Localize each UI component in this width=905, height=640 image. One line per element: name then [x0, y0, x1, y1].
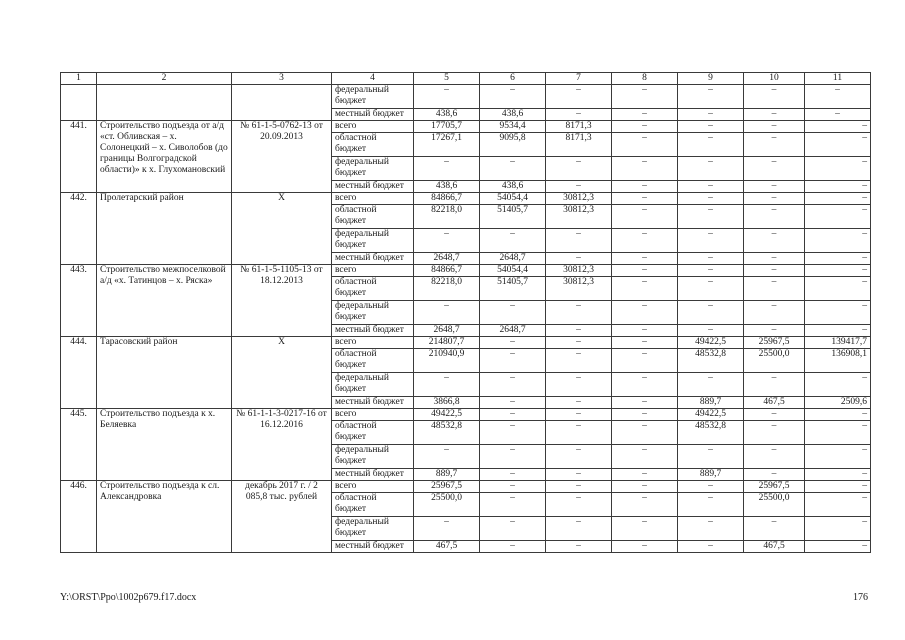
- value-cell: –: [612, 229, 678, 253]
- value-cell: 139417,7: [805, 337, 871, 349]
- value-cell: –: [546, 337, 612, 349]
- value-cell: –: [744, 469, 805, 481]
- value-cell: –: [480, 409, 546, 421]
- document-cell: декабрь 2017 г. / 2 085,8 тыс. рублей: [232, 481, 332, 553]
- value-cell: –: [744, 265, 805, 277]
- value-cell: –: [612, 85, 678, 109]
- value-cell: 82218,0: [414, 277, 480, 301]
- value-cell: 25967,5: [744, 481, 805, 493]
- document-path: Y:\ORST\Ppo\1002p679.f17.docx: [60, 592, 197, 603]
- column-header: 10: [744, 73, 805, 85]
- value-cell: –: [612, 481, 678, 493]
- value-cell: 84866,7: [414, 193, 480, 205]
- value-cell: –: [546, 325, 612, 337]
- value-cell: –: [612, 181, 678, 193]
- budget-type-cell: местный бюджет: [332, 541, 414, 553]
- value-cell: –: [744, 229, 805, 253]
- value-cell: 3866,8: [414, 397, 480, 409]
- object-name-cell: Строительство подъезда к х. Беляевка: [97, 409, 232, 481]
- value-cell: 467,5: [744, 541, 805, 553]
- value-cell: –: [744, 253, 805, 265]
- value-cell: –: [744, 277, 805, 301]
- value-cell: –: [805, 325, 871, 337]
- page-number: 176: [853, 592, 868, 603]
- budget-type-cell: областной бюджет: [332, 277, 414, 301]
- value-cell: –: [546, 481, 612, 493]
- value-cell: –: [480, 229, 546, 253]
- value-cell: –: [546, 253, 612, 265]
- budget-type-cell: всего: [332, 337, 414, 349]
- budget-type-cell: областной бюджет: [332, 349, 414, 373]
- budget-type-cell: местный бюджет: [332, 325, 414, 337]
- value-cell: –: [678, 181, 744, 193]
- value-cell: –: [678, 301, 744, 325]
- value-cell: –: [805, 109, 871, 121]
- document-cell: № 61-1-5-1105-13 от 18.12.2013: [232, 265, 332, 337]
- value-cell: –: [805, 445, 871, 469]
- value-cell: –: [678, 229, 744, 253]
- value-cell: –: [805, 517, 871, 541]
- table-row: [61, 265, 871, 277]
- object-name-cell: Тарасовский район: [97, 337, 232, 409]
- budget-type-cell: областной бюджет: [332, 421, 414, 445]
- row-number-cell: 446.: [61, 481, 97, 553]
- value-cell: –: [414, 301, 480, 325]
- value-cell: –: [546, 493, 612, 517]
- value-cell: –: [744, 181, 805, 193]
- value-cell: –: [678, 277, 744, 301]
- table-row: [61, 337, 871, 349]
- value-cell: –: [480, 421, 546, 445]
- table-row: [61, 409, 871, 421]
- value-cell: –: [678, 85, 744, 109]
- value-cell: –: [744, 325, 805, 337]
- budget-type-cell: федеральный бюджет: [332, 445, 414, 469]
- value-cell: –: [678, 253, 744, 265]
- value-cell: 49422,5: [678, 337, 744, 349]
- value-cell: –: [546, 409, 612, 421]
- value-cell: –: [805, 205, 871, 229]
- header-row: [61, 73, 871, 85]
- document-cell: № 61-1-5-0762-13 от 20.09.2013: [232, 121, 332, 193]
- object-name-cell: [97, 85, 232, 121]
- value-cell: –: [805, 469, 871, 481]
- budget-type-cell: федеральный бюджет: [332, 85, 414, 109]
- value-cell: –: [805, 265, 871, 277]
- value-cell: –: [612, 493, 678, 517]
- object-name-cell: Пролетарский район: [97, 193, 232, 265]
- value-cell: –: [744, 301, 805, 325]
- value-cell: 889,7: [678, 397, 744, 409]
- value-cell: –: [744, 517, 805, 541]
- value-cell: –: [805, 253, 871, 265]
- value-cell: –: [805, 133, 871, 157]
- value-cell: 48532,8: [678, 349, 744, 373]
- table-row: [61, 121, 871, 133]
- value-cell: –: [678, 121, 744, 133]
- budget-type-cell: федеральный бюджет: [332, 157, 414, 181]
- value-cell: –: [414, 445, 480, 469]
- value-cell: 210940,9: [414, 349, 480, 373]
- column-header: 8: [612, 73, 678, 85]
- column-header: 11: [805, 73, 871, 85]
- value-cell: 438,6: [480, 181, 546, 193]
- value-cell: –: [546, 541, 612, 553]
- value-cell: –: [480, 541, 546, 553]
- value-cell: –: [744, 445, 805, 469]
- value-cell: –: [612, 469, 678, 481]
- value-cell: –: [612, 277, 678, 301]
- budget-type-cell: всего: [332, 409, 414, 421]
- value-cell: 82218,0: [414, 205, 480, 229]
- value-cell: –: [612, 265, 678, 277]
- value-cell: 889,7: [678, 469, 744, 481]
- row-number-cell: 442.: [61, 193, 97, 265]
- value-cell: –: [546, 109, 612, 121]
- value-cell: –: [480, 85, 546, 109]
- budget-type-cell: федеральный бюджет: [332, 373, 414, 397]
- value-cell: –: [805, 409, 871, 421]
- budget-type-cell: местный бюджет: [332, 181, 414, 193]
- value-cell: 48532,8: [414, 421, 480, 445]
- value-cell: –: [546, 397, 612, 409]
- value-cell: 438,6: [414, 109, 480, 121]
- value-cell: 2648,7: [414, 325, 480, 337]
- value-cell: –: [805, 481, 871, 493]
- table-row: [61, 85, 871, 109]
- value-cell: 9095,8: [480, 133, 546, 157]
- value-cell: –: [612, 121, 678, 133]
- value-cell: –: [744, 193, 805, 205]
- column-header: 7: [546, 73, 612, 85]
- value-cell: –: [546, 181, 612, 193]
- value-cell: –: [805, 85, 871, 109]
- value-cell: –: [805, 121, 871, 133]
- value-cell: 2648,7: [480, 253, 546, 265]
- value-cell: 51405,7: [480, 277, 546, 301]
- value-cell: –: [546, 517, 612, 541]
- value-cell: –: [612, 409, 678, 421]
- value-cell: –: [546, 301, 612, 325]
- value-cell: –: [546, 157, 612, 181]
- value-cell: –: [546, 421, 612, 445]
- value-cell: 9534,4: [480, 121, 546, 133]
- value-cell: –: [805, 541, 871, 553]
- value-cell: 889,7: [414, 469, 480, 481]
- value-cell: –: [612, 301, 678, 325]
- value-cell: –: [678, 541, 744, 553]
- value-cell: –: [414, 229, 480, 253]
- value-cell: –: [612, 205, 678, 229]
- budget-type-cell: федеральный бюджет: [332, 301, 414, 325]
- value-cell: –: [678, 109, 744, 121]
- table-row: [61, 481, 871, 493]
- value-cell: 25500,0: [744, 349, 805, 373]
- value-cell: 25500,0: [744, 493, 805, 517]
- row-number-cell: 441.: [61, 121, 97, 193]
- value-cell: 2509,6: [805, 397, 871, 409]
- value-cell: –: [612, 373, 678, 397]
- value-cell: 30812,3: [546, 205, 612, 229]
- column-header: 9: [678, 73, 744, 85]
- budget-table: [60, 72, 871, 553]
- value-cell: –: [612, 517, 678, 541]
- value-cell: 438,6: [414, 181, 480, 193]
- value-cell: 25967,5: [744, 337, 805, 349]
- value-cell: 2648,7: [414, 253, 480, 265]
- value-cell: –: [678, 493, 744, 517]
- value-cell: –: [414, 373, 480, 397]
- value-cell: –: [744, 157, 805, 181]
- value-cell: –: [744, 109, 805, 121]
- value-cell: 25967,5: [414, 481, 480, 493]
- value-cell: –: [678, 517, 744, 541]
- budget-type-cell: областной бюджет: [332, 205, 414, 229]
- budget-type-cell: областной бюджет: [332, 493, 414, 517]
- value-cell: –: [805, 421, 871, 445]
- value-cell: –: [678, 157, 744, 181]
- budget-type-cell: областной бюджет: [332, 133, 414, 157]
- value-cell: –: [805, 181, 871, 193]
- value-cell: 49422,5: [678, 409, 744, 421]
- value-cell: –: [678, 193, 744, 205]
- value-cell: –: [678, 133, 744, 157]
- value-cell: –: [612, 349, 678, 373]
- value-cell: –: [744, 121, 805, 133]
- value-cell: –: [414, 85, 480, 109]
- value-cell: –: [612, 325, 678, 337]
- value-cell: –: [480, 481, 546, 493]
- value-cell: –: [480, 337, 546, 349]
- value-cell: 17705,7: [414, 121, 480, 133]
- value-cell: –: [678, 445, 744, 469]
- value-cell: –: [678, 265, 744, 277]
- value-cell: 54054,4: [480, 193, 546, 205]
- table-row: [61, 193, 871, 205]
- value-cell: –: [480, 469, 546, 481]
- value-cell: 48532,8: [678, 421, 744, 445]
- value-cell: –: [546, 349, 612, 373]
- document-cell: № 61-1-1-3-0217-16 от 16.12.2016: [232, 409, 332, 481]
- column-header: 1: [61, 73, 97, 85]
- value-cell: –: [612, 193, 678, 205]
- value-cell: 8171,3: [546, 121, 612, 133]
- value-cell: 2648,7: [480, 325, 546, 337]
- document-cell: Х: [232, 193, 332, 265]
- object-name-cell: Строительство подъезда от а/д «ст. Обливская – х. Солонецкий – х. Сиволобов (до границы Волгоградской области)» к х. Глухомановский: [97, 121, 232, 193]
- value-cell: –: [744, 133, 805, 157]
- value-cell: –: [546, 229, 612, 253]
- value-cell: 84866,7: [414, 265, 480, 277]
- value-cell: –: [612, 445, 678, 469]
- column-header: 5: [414, 73, 480, 85]
- value-cell: –: [480, 157, 546, 181]
- column-header: 6: [480, 73, 546, 85]
- value-cell: –: [805, 493, 871, 517]
- budget-type-cell: всего: [332, 481, 414, 493]
- value-cell: –: [612, 109, 678, 121]
- budget-type-cell: местный бюджет: [332, 109, 414, 121]
- value-cell: –: [546, 469, 612, 481]
- value-cell: 467,5: [414, 541, 480, 553]
- value-cell: 25500,0: [414, 493, 480, 517]
- value-cell: –: [612, 421, 678, 445]
- value-cell: –: [744, 205, 805, 229]
- budget-type-cell: федеральный бюджет: [332, 517, 414, 541]
- value-cell: 136908,1: [805, 349, 871, 373]
- value-cell: –: [480, 445, 546, 469]
- value-cell: 30812,3: [546, 265, 612, 277]
- value-cell: –: [612, 541, 678, 553]
- value-cell: 49422,5: [414, 409, 480, 421]
- value-cell: –: [744, 373, 805, 397]
- value-cell: –: [678, 205, 744, 229]
- value-cell: –: [612, 157, 678, 181]
- value-cell: –: [678, 373, 744, 397]
- value-cell: –: [805, 157, 871, 181]
- value-cell: –: [612, 337, 678, 349]
- value-cell: –: [612, 133, 678, 157]
- budget-type-cell: всего: [332, 193, 414, 205]
- budget-type-cell: всего: [332, 121, 414, 133]
- value-cell: –: [480, 301, 546, 325]
- value-cell: –: [546, 373, 612, 397]
- value-cell: –: [805, 277, 871, 301]
- value-cell: –: [612, 397, 678, 409]
- value-cell: –: [480, 397, 546, 409]
- value-cell: –: [414, 157, 480, 181]
- value-cell: –: [744, 85, 805, 109]
- value-cell: 17267,1: [414, 133, 480, 157]
- value-cell: –: [480, 493, 546, 517]
- value-cell: –: [480, 373, 546, 397]
- row-number-cell: [61, 85, 97, 121]
- value-cell: –: [805, 193, 871, 205]
- value-cell: 54054,4: [480, 265, 546, 277]
- value-cell: –: [546, 445, 612, 469]
- value-cell: 30812,3: [546, 277, 612, 301]
- column-header: 4: [332, 73, 414, 85]
- budget-type-cell: местный бюджет: [332, 397, 414, 409]
- value-cell: –: [546, 85, 612, 109]
- value-cell: –: [805, 301, 871, 325]
- budget-type-cell: местный бюджет: [332, 469, 414, 481]
- object-name-cell: Строительство межпоселковой а/д «х. Татинцов – х. Ряска»: [97, 265, 232, 337]
- value-cell: –: [805, 373, 871, 397]
- budget-type-cell: федеральный бюджет: [332, 229, 414, 253]
- value-cell: 30812,3: [546, 193, 612, 205]
- budget-type-cell: всего: [332, 265, 414, 277]
- document-cell: Х: [232, 337, 332, 409]
- value-cell: –: [744, 421, 805, 445]
- object-name-cell: Строительство подъезда к сл. Александровка: [97, 481, 232, 553]
- budget-type-cell: местный бюджет: [332, 253, 414, 265]
- value-cell: 467,5: [744, 397, 805, 409]
- value-cell: –: [678, 481, 744, 493]
- row-number-cell: 443.: [61, 265, 97, 337]
- value-cell: 214807,7: [414, 337, 480, 349]
- value-cell: –: [612, 253, 678, 265]
- value-cell: –: [480, 517, 546, 541]
- value-cell: –: [744, 409, 805, 421]
- value-cell: 438,6: [480, 109, 546, 121]
- document-cell: [232, 85, 332, 121]
- value-cell: –: [480, 349, 546, 373]
- value-cell: –: [414, 517, 480, 541]
- column-header: 3: [232, 73, 332, 85]
- row-number-cell: 444.: [61, 337, 97, 409]
- value-cell: 8171,3: [546, 133, 612, 157]
- column-header: 2: [97, 73, 232, 85]
- row-number-cell: 445.: [61, 409, 97, 481]
- value-cell: –: [678, 325, 744, 337]
- value-cell: 51405,7: [480, 205, 546, 229]
- value-cell: –: [805, 229, 871, 253]
